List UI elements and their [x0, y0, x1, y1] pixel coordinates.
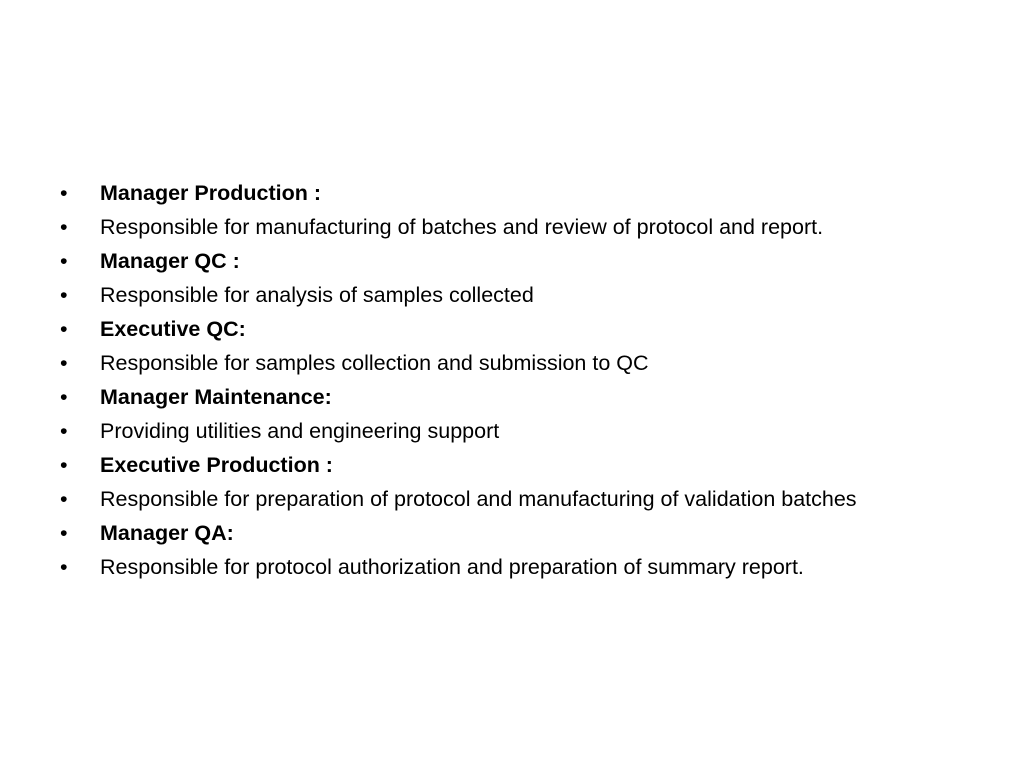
role-title-manager-maintenance — [60, 384, 964, 411]
bullet-text: Manager QA: — [100, 521, 234, 545]
bullet-icon: • — [60, 555, 68, 579]
role-description-manager-production — [60, 214, 964, 241]
role-description-executive-production — [60, 486, 964, 513]
bullet-icon: • — [60, 249, 68, 273]
bullet-icon: • — [60, 385, 68, 409]
role-title-executive-qc — [60, 316, 964, 343]
bullet-list — [60, 180, 964, 588]
bullet-icon: • — [60, 521, 68, 545]
bullet-text: Manager QC : — [100, 249, 240, 273]
bullet-text: Manager Production : — [100, 181, 321, 205]
bullet-icon: • — [60, 317, 68, 341]
bullet-text: Executive Production : — [100, 453, 333, 477]
role-title-executive-production — [60, 452, 964, 479]
bullet-icon: • — [60, 283, 68, 307]
bullet-icon: • — [60, 487, 68, 511]
role-title-manager-production — [60, 180, 964, 207]
bullet-icon: • — [60, 215, 68, 239]
bullet-icon: • — [60, 453, 68, 477]
bullet-text: Responsible for manufacturing of batches and review of protocol and report. — [100, 215, 824, 239]
bullet-text: Providing utilities and engineering support — [100, 419, 500, 443]
bullet-text: Manager Maintenance: — [100, 385, 332, 409]
role-description-manager-qc — [60, 282, 964, 309]
bullet-text: Responsible for analysis of samples collected — [100, 283, 534, 307]
bullet-text: Responsible for protocol authorization and preparation of summary report. — [100, 555, 804, 579]
role-title-manager-qa — [60, 520, 964, 547]
bullet-text: Responsible for samples collection and submission to QC — [100, 351, 649, 375]
role-description-manager-maintenance — [60, 418, 964, 445]
bullet-icon: • — [60, 181, 68, 205]
bullet-text: Responsible for preparation of protocol and manufacturing of validation batches — [100, 487, 857, 511]
bullet-icon: • — [60, 419, 68, 443]
bullet-text: Executive QC: — [100, 317, 246, 341]
role-description-executive-qc — [60, 350, 964, 377]
bullet-icon: • — [60, 351, 68, 375]
role-description-manager-qa — [60, 554, 964, 581]
role-title-manager-qc — [60, 248, 964, 275]
